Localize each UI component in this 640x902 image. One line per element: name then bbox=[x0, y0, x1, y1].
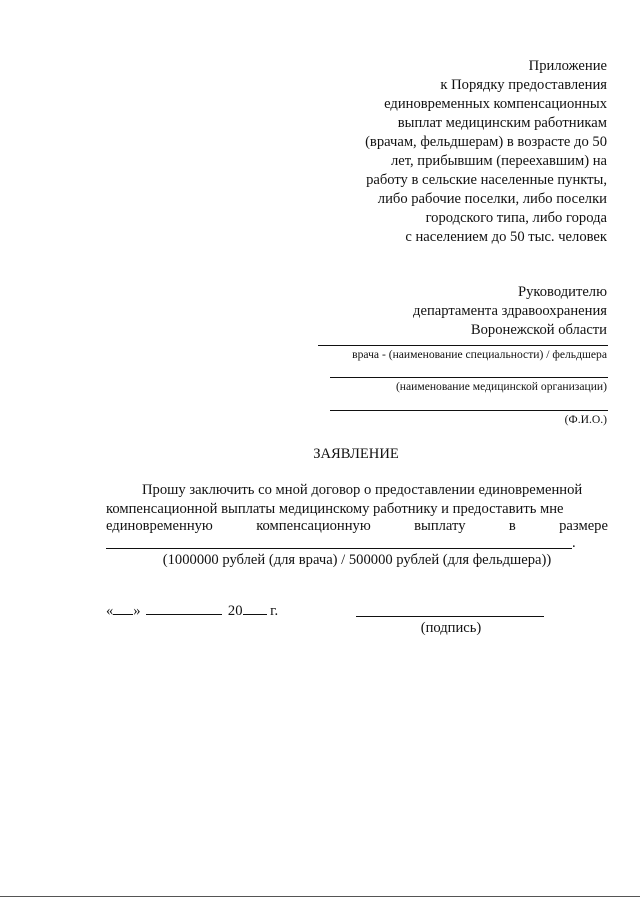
annex-line: работу в сельские населенные пункты, bbox=[366, 172, 607, 188]
year-suffix: г. bbox=[270, 603, 279, 619]
date-close-quote: » bbox=[133, 603, 141, 619]
organization-field-line[interactable] bbox=[330, 377, 608, 378]
amount-caption: (1000000 рублей (для врача) / 500000 рублей (для фельдшера)) bbox=[162, 552, 552, 568]
body-word: единовременную bbox=[106, 518, 213, 534]
specialty-field-line[interactable] bbox=[318, 345, 608, 346]
specialty-field-caption: врача - (наименование специальности) / фельдшера bbox=[352, 348, 607, 361]
signature-caption: (подпись) bbox=[420, 620, 482, 636]
addressee-line: Воронежской области bbox=[470, 322, 607, 338]
document-title: ЗАЯВЛЕНИЕ bbox=[313, 446, 399, 462]
signature-field-line[interactable] bbox=[356, 616, 544, 617]
annex-line: либо рабочие поселки, либо поселки bbox=[377, 191, 607, 207]
year-prefix: 20 bbox=[227, 603, 243, 619]
annex-line: Приложение bbox=[528, 58, 607, 74]
body-line-1: Прошу заключить со мной договор о предоставлении единовременной bbox=[142, 482, 583, 498]
annex-line: выплат медицинским работникам bbox=[397, 115, 607, 131]
date-open-quote: « bbox=[106, 603, 114, 619]
body-word: размере bbox=[559, 518, 608, 534]
fio-field-caption: (Ф.И.О.) bbox=[564, 413, 607, 426]
annex-line: лет, прибывшим (переехавшим) на bbox=[390, 153, 607, 169]
fio-field-line[interactable] bbox=[330, 410, 608, 411]
annex-line: единовременных компенсационных bbox=[384, 96, 607, 112]
body-line-2: компенсационной выплаты медицинскому работнику и предоставить мне bbox=[106, 501, 564, 517]
month-field[interactable] bbox=[146, 614, 222, 615]
annex-line: городского типа, либо города bbox=[425, 210, 607, 226]
page-bottom-rule bbox=[0, 896, 640, 897]
annex-line: с населением до 50 тыс. человек bbox=[405, 229, 607, 245]
annex-line: (врачам, фельдшерам) в возрасте до 50 bbox=[365, 134, 607, 150]
annex-header bbox=[307, 57, 607, 247]
amount-line-period: . bbox=[572, 535, 576, 551]
body-word: в bbox=[508, 518, 516, 534]
day-field[interactable] bbox=[113, 614, 133, 615]
annex-line: к Порядку предоставления bbox=[440, 77, 607, 93]
addressee-line: Руководителю bbox=[517, 284, 607, 300]
addressee-block bbox=[307, 283, 607, 340]
organization-field-caption: (наименование медицинской организации) bbox=[395, 380, 607, 393]
body-word: компенсационную bbox=[256, 518, 371, 534]
body-word: выплату bbox=[414, 518, 466, 534]
amount-field-line[interactable] bbox=[106, 548, 572, 549]
addressee-line: департамента здравоохранения bbox=[413, 303, 607, 319]
year-field[interactable] bbox=[243, 614, 267, 615]
body-line-3 bbox=[106, 517, 608, 536]
date-line bbox=[106, 603, 278, 620]
